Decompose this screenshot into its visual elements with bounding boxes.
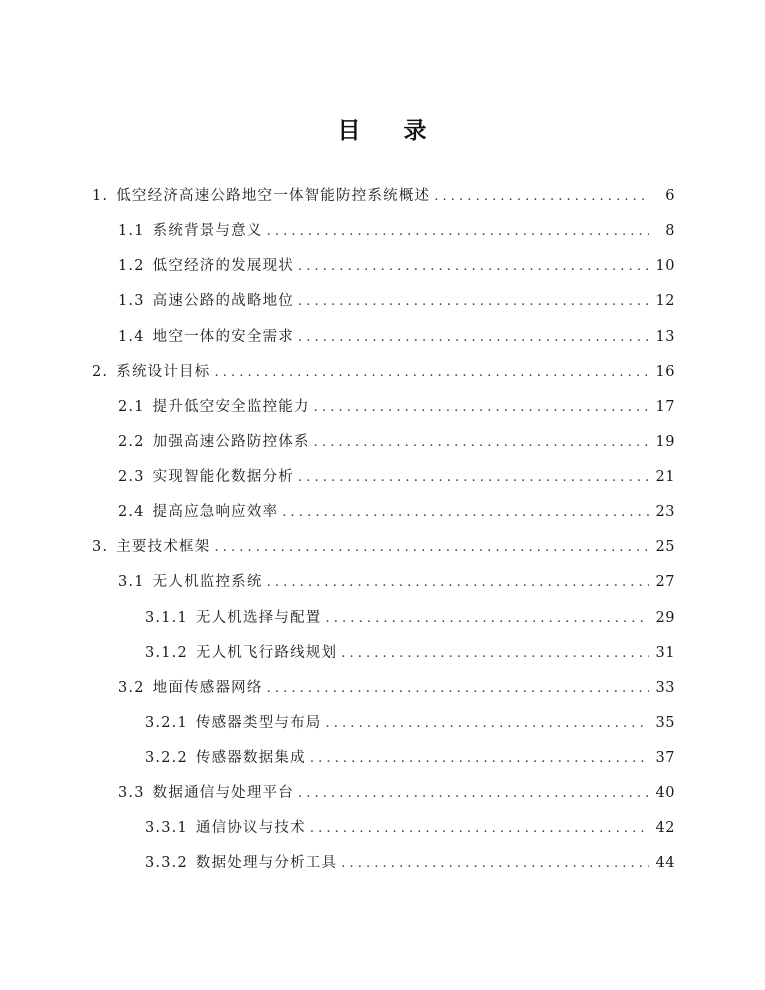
toc-entry-label: 系统设计目标: [116, 364, 211, 380]
toc-leader-dots: [341, 856, 649, 871]
toc-leader-dots: [298, 330, 649, 345]
toc-entry-label: 地空一体的安全需求: [152, 329, 294, 345]
toc-leader-dots: [310, 821, 649, 836]
toc-entry-label: 高速公路的战略地位: [152, 293, 294, 309]
toc-entry-label: 无人机监控系统: [152, 574, 263, 590]
toc-entry-page: 25: [655, 539, 675, 555]
toc-entry[interactable]: [118, 289, 675, 313]
toc-entry-number: 1.3: [118, 293, 145, 309]
toc-entry-page: 35: [655, 715, 675, 731]
toc-entry-page: 44: [655, 855, 675, 871]
toc-entry-label: 提高应急响应效率: [152, 504, 279, 520]
toc-entry-page: 19: [655, 434, 675, 450]
toc-entry-page: 21: [655, 469, 675, 485]
toc-title-left: 目: [337, 118, 362, 144]
toc-leader-dots: [267, 681, 649, 696]
toc-entry[interactable]: [118, 254, 675, 278]
toc-entry-page: 23: [655, 504, 675, 520]
toc-leader-dots: [434, 189, 649, 204]
toc-entry-label: 传感器类型与布局: [195, 715, 322, 731]
toc-entry[interactable]: [92, 184, 675, 208]
toc-entry-label: 地面传感器网络: [152, 680, 263, 696]
toc-leader-dots: [326, 716, 649, 731]
toc-entry-page: 42: [655, 820, 675, 836]
toc-entry[interactable]: [92, 535, 675, 559]
toc-entry[interactable]: [145, 816, 675, 840]
toc-entry[interactable]: [145, 746, 675, 770]
toc-entry-label: 无人机选择与配置: [195, 610, 322, 626]
toc-entry-page: 29: [655, 610, 675, 626]
toc-entry-page: 8: [665, 223, 675, 239]
toc-entry-number: 2.: [92, 364, 109, 380]
toc-leader-dots: [267, 224, 649, 239]
toc-entry-label: 实现智能化数据分析: [152, 469, 294, 485]
toc-entry-number: 3.2.1: [145, 715, 188, 731]
toc-entry-page: 37: [655, 750, 675, 766]
toc-entry-label: 数据处理与分析工具: [195, 855, 338, 871]
toc-leader-dots: [341, 646, 649, 661]
toc-entry-number: 3.3.2: [145, 855, 188, 871]
toc-entry-number: 3.3.1: [145, 820, 188, 836]
toc-leader-dots: [282, 505, 649, 520]
toc-entry-number: 3.2.2: [145, 750, 188, 766]
toc-entry-label: 主要技术框架: [116, 539, 211, 555]
toc-leader-dots: [314, 400, 649, 415]
toc-entry-number: 1.: [92, 188, 109, 204]
toc-leader-dots: [310, 751, 649, 766]
toc-title-right: 录: [403, 118, 428, 144]
toc-entry[interactable]: [145, 851, 675, 875]
toc-leader-dots: [214, 540, 649, 555]
toc-entry[interactable]: [118, 781, 675, 805]
toc-entry-number: 3.2: [118, 680, 145, 696]
toc-entry-page: 16: [655, 364, 675, 380]
toc-entry-number: 3.1.1: [145, 610, 188, 626]
toc-leader-dots: [298, 259, 649, 274]
toc-entry[interactable]: [118, 430, 675, 454]
toc-entry-number: 1.4: [118, 329, 145, 345]
toc-entry-number: 1.2: [118, 258, 145, 274]
toc-entry-label: 通信协议与技术: [195, 820, 306, 836]
toc-entry[interactable]: [118, 395, 675, 419]
toc-entry-label: 无人机飞行路线规划: [195, 645, 338, 661]
toc-entry-number: 3.: [92, 539, 109, 555]
toc-entry-label: 低空经济高速公路地空一体智能防控系统概述: [116, 188, 431, 204]
toc-leader-dots: [214, 365, 649, 380]
toc-entry-page: 13: [655, 329, 675, 345]
toc-leader-dots: [267, 575, 649, 590]
toc-entry[interactable]: [92, 360, 675, 384]
toc-entry[interactable]: [145, 606, 675, 630]
toc-entry-page: 31: [655, 645, 675, 661]
toc-entry[interactable]: [118, 325, 675, 349]
toc-leader-dots: [314, 435, 649, 450]
toc-leader-dots: [326, 611, 649, 626]
toc-title: [0, 112, 765, 145]
toc-entry-number: 2.2: [118, 434, 145, 450]
toc-entry[interactable]: [145, 711, 675, 735]
toc-entry[interactable]: [118, 500, 675, 524]
toc-entry[interactable]: [145, 641, 675, 665]
toc-entry-page: 10: [655, 258, 675, 274]
toc-entry-number: 2.1: [118, 399, 145, 415]
toc-entry-page: 33: [655, 680, 675, 696]
toc-entry-label: 传感器数据集成: [195, 750, 306, 766]
toc-entry-number: 3.3: [118, 785, 145, 801]
toc-leader-dots: [298, 470, 649, 485]
toc-entry[interactable]: [118, 219, 675, 243]
toc-entry-page: 17: [655, 399, 675, 415]
toc-entry-page: 6: [665, 188, 675, 204]
toc-entry-number: 3.1.2: [145, 645, 188, 661]
toc-entry-label: 加强高速公路防控体系: [152, 434, 310, 450]
toc-entry-label: 系统背景与意义: [152, 223, 263, 239]
toc-entry[interactable]: [118, 570, 675, 594]
toc-entry-page: 27: [655, 574, 675, 590]
toc-leader-dots: [298, 786, 649, 801]
toc-entry[interactable]: [118, 676, 675, 700]
toc-entry-number: 2.4: [118, 504, 145, 520]
toc-entry-label: 提升低空安全监控能力: [152, 399, 310, 415]
toc-leader-dots: [298, 294, 649, 309]
toc-entry-label: 数据通信与处理平台: [152, 785, 294, 801]
toc-entry[interactable]: [118, 465, 675, 489]
toc-entry-number: 1.1: [118, 223, 145, 239]
toc-entry-number: 3.1: [118, 574, 145, 590]
toc-entry-number: 2.3: [118, 469, 145, 485]
toc-entry-page: 12: [655, 293, 675, 309]
toc-entry-page: 40: [655, 785, 675, 801]
toc-entry-label: 低空经济的发展现状: [152, 258, 294, 274]
